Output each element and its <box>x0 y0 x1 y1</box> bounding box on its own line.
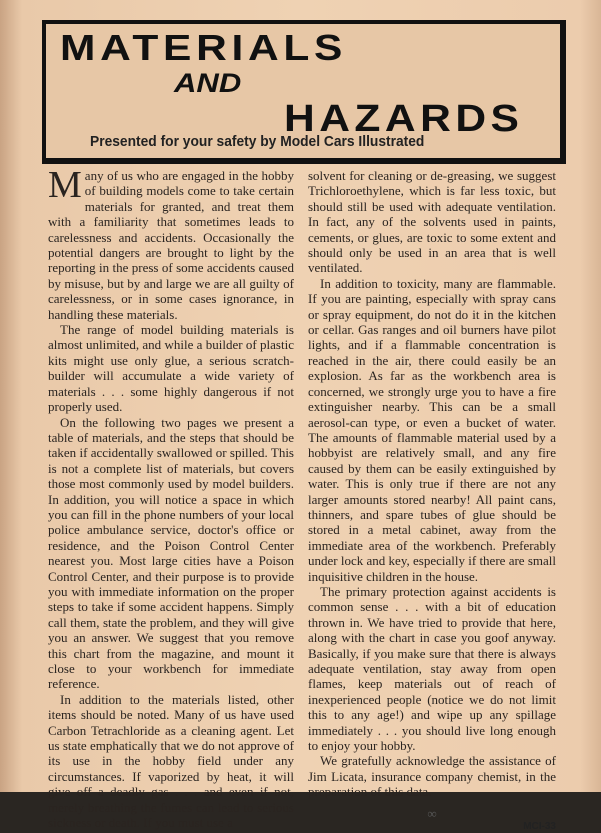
paragraph-text: any of us who are engaged in the hobby of building models come to take certain materials for granted, and treat them with a familiarity that sometimes leads to carelessness and accidents. Occasionally the potential dangers are brought to light by the reporting in the press of some accidents caused by misuse, but by and large we are all guilty of carelessness, or in some cases ignorance, in handling these materials. <box>48 168 294 322</box>
drop-cap: M <box>48 164 82 206</box>
page-folio: MCI-33 <box>523 820 556 832</box>
paragraph: We gratefully acknowledge the assistance of Jim Licata, insurance company chemist, in the preparation of this data. <box>308 753 556 800</box>
paragraph: On the following two pages we present a table of materials, and the steps that should be taken if accidentally swallowed or spilled. This is not a complete list of materials, but covers those most commonly used by model builders. In addition, you will notice a space in which you can fill in the phone numbers of your local police ambulance service, doctor's office or residence, and the Poison Control Center nearest you. Most large cities have a Poison Control Center, and their purpose is to provide you with immediate information on the proper steps to take if some accident happens. Simply call them, state the problem, and they will give you an answer. We suggest that you remove this chart from the magazine, and mount it close to your workbench for immediate reference. <box>48 414 294 692</box>
paragraph: The range of model building materials is almost unlimited, and while a builder of plastic kits might use only glue, a serious scratch-builder will accumulate a wide variety of materials . . . some highly dangerous if not properly used. <box>48 322 294 415</box>
left-column <box>48 164 294 831</box>
title-materials: MATERIALS <box>60 27 348 68</box>
paragraph: The primary protection against accidents is common sense . . . with a bit of education thrown in. We have tried to provide that here, along with the chart in case you goof anyway. Basically, if you make sure that there is always adequate ventilation, stay away from open flames, keep materials out of reach of inexperienced people (notice we do not limit this to any age!) and wipe up any spillage immediately . . . you should live long enough to enjoy your hobby. <box>308 583 556 754</box>
title-and: AND <box>174 68 242 98</box>
paragraph: solvent for cleaning or de-greasing, we suggest Trichloroethylene, which is far less toxic, but should still be used with adequate ventilation. In fact, any of the solvents used in paints, cements, or glues, are toxic to some extent and should only be used in an area that is well ventilated. <box>308 168 556 276</box>
paragraph: In addition to the materials listed, other items should be noted. Many of us have used Carbon Tetrachloride as a cleaning agent. Let us state emphatically that we do not approve of its use in the hobby field under any circumstances. If vaporized by heat, it will give off a deadly gas . . . and even if not, merely breathing the fumes can lead to serious sickness or death. If you must use a <box>48 691 294 831</box>
paragraph: In addition to toxicity, many are flammable. If you are painting, especially with spray cans or spray equipment, do not do it in the kitchen or cellar. Gas ranges and oil burners have pilot lights, and if a flammable concentration is reached in the air, there could easily be an explosion. As far as the workbench area is concerned, we strongly urge you to have a fire extinguisher nearby. This can be a small aerosol-can type, or even a bucket of water. The amounts of flammable material used by a hobbyist are relatively small, and any fire caused by them can be easily extinguished by water. This is only true if there are not any larger amounts stored nearby! All paint cans, thinners, and spare tubes of glue should be stored in a metal cabinet, away from the immediate area of the workbench. Preferably under lock and key, especially if there are small inquisitive children in the house. <box>308 275 556 584</box>
right-column <box>308 168 556 833</box>
end-mark: ∞ <box>427 805 437 821</box>
title-hazards: HAZARDS <box>284 98 524 140</box>
subtitle: Presented for your safety by Model Cars Illustrated <box>90 133 425 150</box>
paragraph <box>48 164 294 322</box>
